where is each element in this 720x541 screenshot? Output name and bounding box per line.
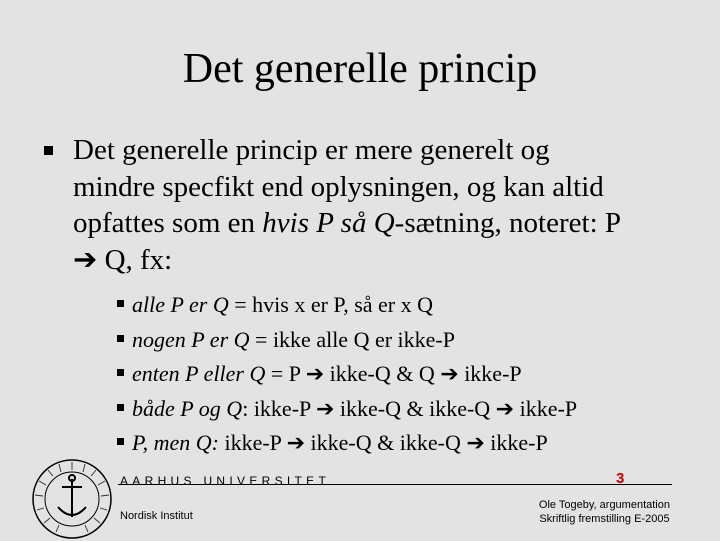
main-bullet-line-3 [73,205,700,242]
sub-bullet-text: ikke-Q & Q [324,361,441,387]
arrow-right-icon: ➔ [466,430,485,456]
main-bullet-line-3-post: -sætning, noteret: P [394,207,622,239]
slide-title: Det generelle princip [182,46,538,92]
square-bullet-icon [44,146,53,155]
page-number: 3 [616,470,625,487]
sub-bullet-text: ikke-P [484,430,548,456]
main-bullet-line-1: Det generelle princip er mere generelt og [73,134,550,166]
university-seal-icon [30,457,114,541]
sub-bullet-italic: både P og Q [132,395,243,421]
arrow-right-icon: ➔ [315,395,335,421]
list-item [116,290,676,325]
square-bullet-icon [117,438,124,445]
sub-bullet-italic: P, men Q: [132,430,219,456]
square-bullet-icon [117,300,124,307]
arrow-right-icon: ➔ [286,430,306,456]
arrow-right-icon: ➔ [73,243,98,276]
sub-bullet-text: ikke-P [514,395,578,421]
sub-bullet-text: = P [265,361,306,387]
square-bullet-icon [117,335,124,342]
sub-bullet-italic: alle P er Q [132,292,229,317]
square-bullet-icon [117,404,124,411]
list-item [116,428,676,463]
department-name: Nordisk Institut [120,510,193,522]
main-bullet-line-2: mindre specfikt end oplysningen, og kan altid [73,170,604,203]
main-bullet [40,132,700,278]
square-bullet-icon [117,369,124,376]
organization-name: AARHUS UNIVERSITET [120,474,331,488]
author-line-2: Skriftlig fremstilling E-2005 [539,513,670,525]
footer-divider [118,484,672,485]
sub-bullet-italic: enten P eller Q [132,361,266,387]
sub-bullet-italic: nogen P er Q [132,326,250,352]
main-bullet-line-3-pre: opfattes som en [73,207,263,239]
main-bullet-line-4-post: Q, fx: [97,243,173,276]
main-bullet-italic-term: hvis P så Q [262,207,395,239]
sub-bullet-text: = ikke alle Q er ikke-P [249,326,455,352]
sub-bullet-text: ikke-Q & ikke-Q [334,395,496,421]
sub-bullet-text: ikke-Q & ikke-Q [305,430,467,456]
arrow-right-icon: ➔ [305,361,325,387]
arrow-right-icon: ➔ [495,395,515,421]
author-line-1: Ole Togeby, argumentation [538,499,670,511]
list-item [116,394,676,429]
sub-bullet-text: = hvis x er P, så er x Q [228,292,434,317]
sub-bullet-text: ikke-P [458,361,522,387]
sub-bullet-list [116,290,676,463]
author-info [539,498,670,526]
list-item [116,325,676,360]
list-item [116,359,676,394]
main-bullet-line-4 [73,242,700,279]
sub-bullet-text: : ikke-P [242,395,316,421]
sub-bullet-text: ikke-P [218,430,287,456]
arrow-right-icon: ➔ [440,361,459,387]
main-bullet-text [73,132,700,278]
